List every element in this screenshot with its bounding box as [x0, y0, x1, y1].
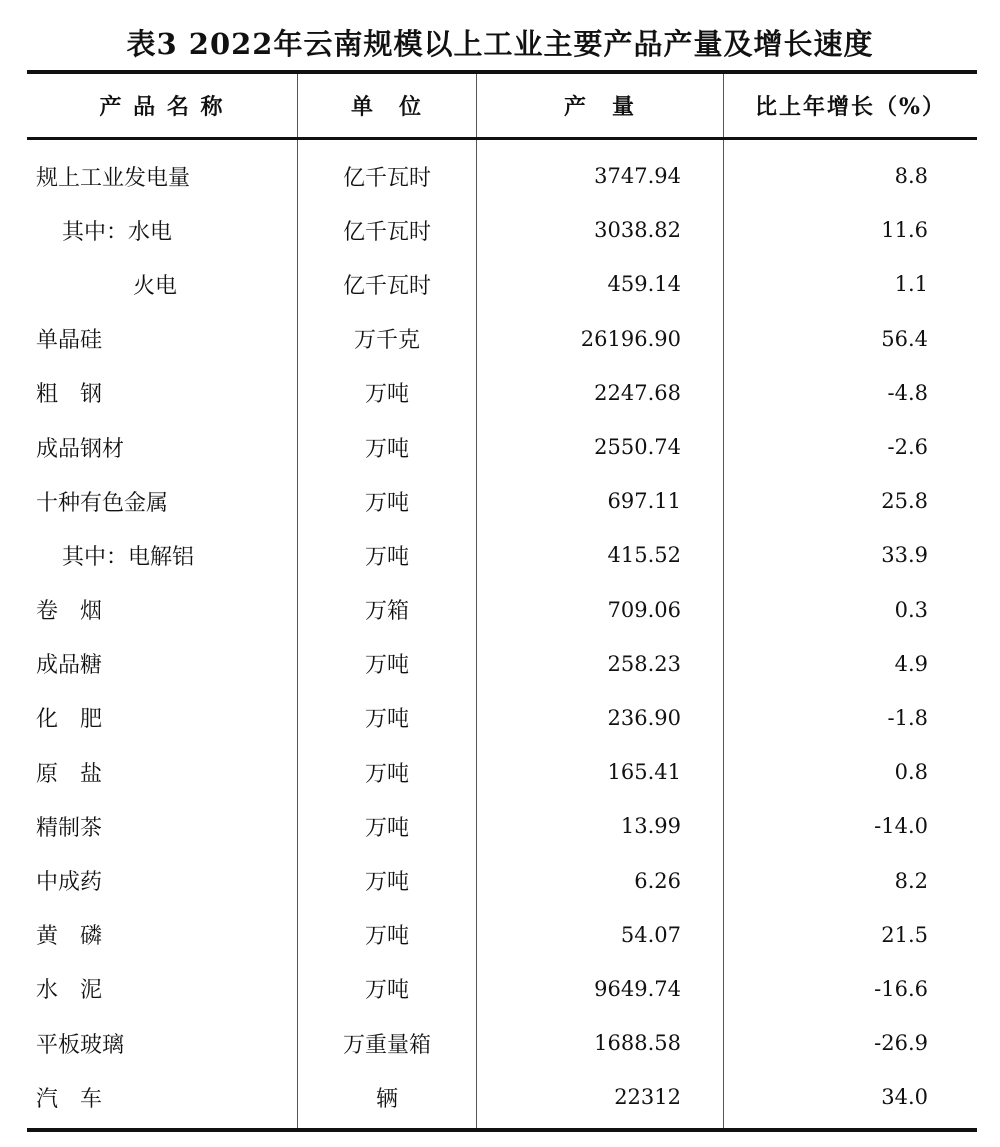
output-cell: 3038.82	[594, 218, 681, 243]
header-growth: 比上年增长（%）	[723, 74, 977, 137]
output-cell: 415.52	[607, 543, 681, 568]
unit-cell: 万吨	[364, 761, 409, 787]
product-name-cell: 其中：水电	[62, 219, 173, 245]
output-column	[476, 140, 723, 1128]
output-cell: 2550.74	[594, 435, 681, 460]
header-product-name: 产 品 名 称	[99, 94, 225, 120]
growth-cell: 34.0	[881, 1085, 928, 1110]
output-cell: 9649.74	[594, 976, 681, 1001]
growth-cell: 0.8	[894, 760, 928, 785]
header-unit: 单 位	[297, 74, 476, 137]
output-cell: 13.99	[620, 814, 681, 839]
product-name-cell: 卷 烟	[36, 599, 103, 625]
growth-cell: -26.9	[874, 1031, 928, 1056]
growth-cell: 1.1	[894, 272, 928, 297]
product-name-cell: 单晶硅	[36, 328, 103, 354]
unit-cell: 万箱	[364, 599, 409, 625]
product-name-cell: 水 泥	[36, 978, 103, 1004]
unit-cell: 辆	[375, 1086, 398, 1112]
product-name-cell: 平板玻璃	[36, 1032, 125, 1058]
table-title: 表3 2022年云南规模以上工业主要产品产量及增长速度	[126, 27, 874, 61]
growth-cell: -1.8	[887, 705, 928, 730]
output-cell: 709.06	[607, 597, 681, 622]
growth-cell: 0.3	[894, 597, 928, 622]
product-name-cell: 原 盐	[36, 761, 103, 787]
production-table	[27, 70, 977, 1132]
product-name-cell: 火电	[133, 273, 178, 299]
unit-cell: 亿千瓦时	[342, 165, 431, 191]
unit-cell: 万吨	[364, 707, 409, 733]
growth-cell: 21.5	[881, 922, 928, 947]
growth-cell: -4.8	[887, 380, 928, 405]
product-name-cell: 中成药	[36, 870, 103, 896]
product-name-cell: 规上工业发电量	[36, 165, 191, 191]
unit-cell: 亿千瓦时	[342, 219, 431, 245]
unit-cell: 万吨	[364, 815, 409, 841]
product-name-cell: 精制茶	[36, 815, 103, 841]
growth-cell: 33.9	[881, 543, 928, 568]
output-cell: 6.26	[634, 868, 681, 893]
output-cell: 54.07	[620, 922, 681, 947]
growth-cell: 8.2	[894, 868, 928, 893]
output-cell: 697.11	[607, 489, 681, 514]
growth-cell: -2.6	[887, 435, 928, 460]
product-name-cell: 化 肥	[36, 707, 103, 733]
growth-cell: 11.6	[881, 218, 928, 243]
unit-cell: 万吨	[364, 653, 409, 679]
output-cell: 258.23	[607, 651, 681, 676]
unit-cell: 万千克	[353, 328, 420, 354]
growth-cell: 4.9	[894, 651, 928, 676]
growth-cell: 56.4	[881, 326, 928, 351]
table-header-row	[27, 74, 977, 140]
product-name-cell: 成品钢材	[36, 436, 125, 462]
product-name-cell: 汽 车	[36, 1086, 103, 1112]
table-body	[27, 140, 977, 1128]
output-cell: 3747.94	[594, 164, 681, 189]
output-cell: 459.14	[607, 272, 681, 297]
output-cell: 165.41	[607, 760, 681, 785]
product-name-cell: 粗 钢	[36, 382, 103, 408]
unit-cell: 万吨	[364, 490, 409, 516]
unit-column	[297, 140, 476, 1128]
product-name-cell: 黄 磷	[36, 924, 103, 950]
output-cell: 236.90	[607, 705, 681, 730]
growth-cell: 25.8	[881, 489, 928, 514]
product-name-column	[27, 149, 297, 1124]
output-cell: 22312	[614, 1085, 681, 1110]
product-name-cell: 其中：电解铝	[62, 544, 195, 570]
growth-cell: -16.6	[874, 976, 928, 1001]
unit-cell: 万吨	[364, 978, 409, 1004]
unit-cell: 万吨	[364, 870, 409, 896]
output-cell: 2247.68	[594, 380, 681, 405]
growth-cell: -14.0	[874, 814, 928, 839]
unit-cell: 万重量箱	[342, 1032, 431, 1058]
unit-cell: 万吨	[364, 924, 409, 950]
output-cell: 1688.58	[594, 1031, 681, 1056]
product-name-cell: 十种有色金属	[36, 490, 169, 516]
unit-cell: 万吨	[364, 436, 409, 462]
growth-cell: 8.8	[894, 164, 928, 189]
unit-cell: 万吨	[364, 544, 409, 570]
product-name-cell: 成品糖	[36, 653, 103, 679]
growth-column	[723, 140, 977, 1128]
header-output: 产 量	[476, 74, 723, 137]
output-cell: 26196.90	[580, 326, 681, 351]
unit-cell: 亿千瓦时	[342, 273, 431, 299]
unit-cell: 万吨	[364, 382, 409, 408]
